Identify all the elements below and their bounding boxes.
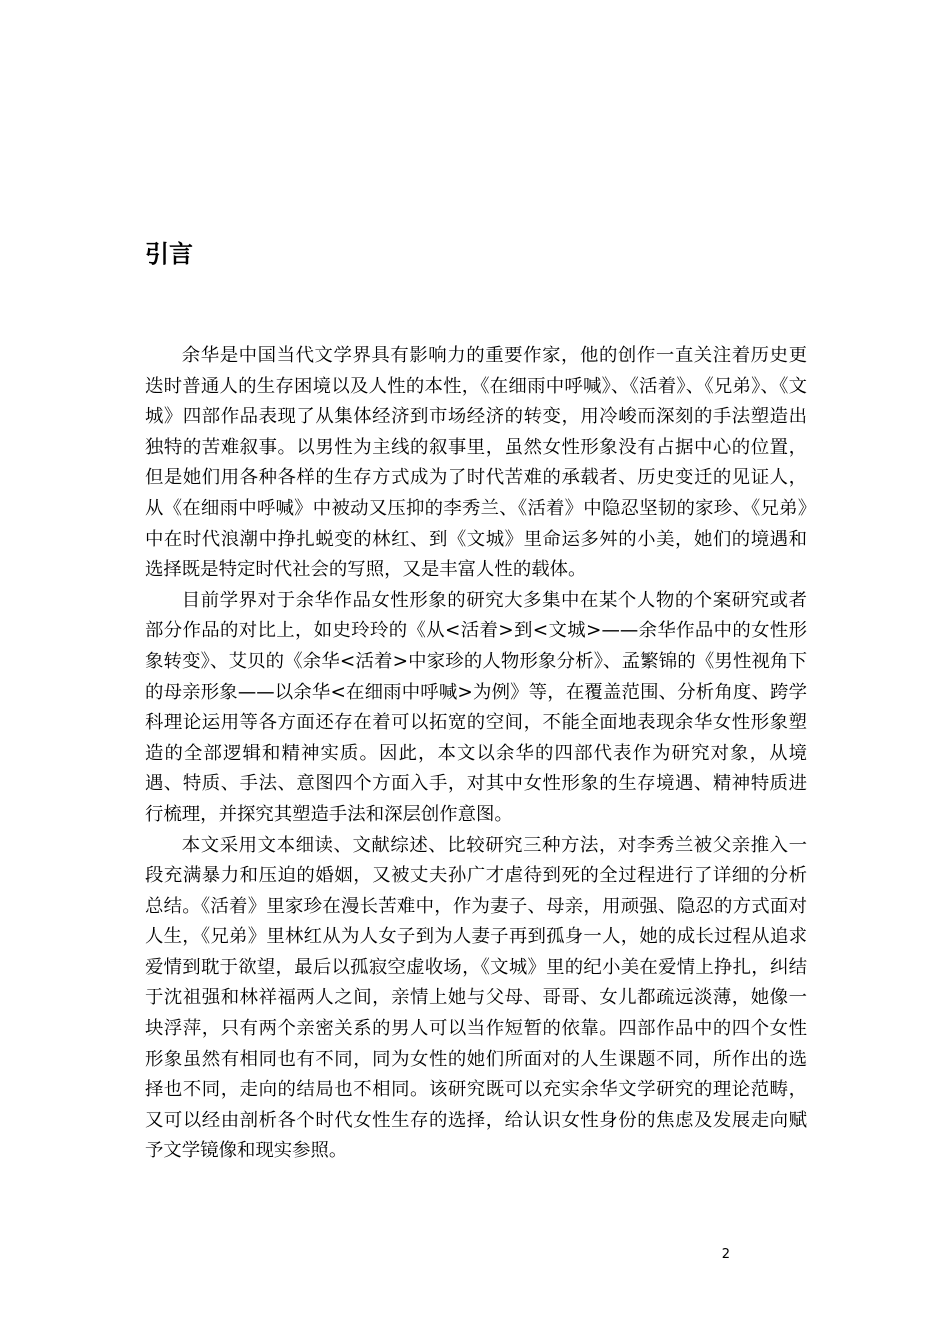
- body-text: [145, 341, 807, 1167]
- paragraph: 余华是中国当代文学界具有影响力的重要作家，他的创作一直关注着历史更迭时普通人的生存困境以及人性的本性，《在细雨中呼喊》、《活着》、《兄弟》、《文城》四部作品表现了从集体经济到市场经济的转变，用冷峻而深刻的手法塑造出独特的苦难叙事。以男性为主线的叙事里，虽然女性形象没有占据中心的位置，但是她们用各种各样的生存方式成为了时代苦难的承载者、历史变迁的见证人，从《在细雨中呼喊》中被动又压抑的李秀兰、《活着》中隐忍坚韧的家珍、《兄弟》中在时代浪潮中挣扎蜕变的林红、到《文城》里命运多舛的小美，她们的境遇和选择既是特定时代社会的写照，又是丰富人性的载体。: [145, 345, 807, 581]
- section-heading: 引言: [145, 240, 193, 268]
- page-number: 2: [721, 1247, 730, 1262]
- paragraph: 目前学界对于余华作品女性形象的研究大多集中在某个人物的个案研究或者部分作品的对比上，如史玲玲的《从<活着>到<文城>——余华作品中的女性形象转变》、艾贝的《余华<活着>中家珍的人物形象分析》、孟繁锦的《男性视角下的母亲形象——以余华<在细雨中呼喊>为例》等，在覆盖范围、分析角度、跨学科理论运用等各方面还存在着可以拓宽的空间，不能全面地表现余华女性形象塑造的全部逻辑和精神实质。因此，本文以余华的四部代表作为研究对象，从境遇、特质、手法、意图四个方面入手，对其中女性形象的生存境遇、精神特质进行梳理，并探究其塑造手法和深层创作意图。: [145, 589, 807, 825]
- paragraph: 本文采用文本细读、文献综述、比较研究三种方法，对李秀兰被父亲推入一段充满暴力和压迫的婚姻，又被丈夫孙广才虐待到死的全过程进行了详细的分析总结。《活着》里家珍在漫长苦难中，作为妻子、母亲，用顽强、隐忍的方式面对人生，《兄弟》里林红从为人女子到为人妻子再到孤身一人，她的成长过程从追求爱情到耽于欲望，最后以孤寂空虚收场，《文城》里的纪小美在爱情上挣扎，纠结于沈祖强和林祥福两人之间，亲情上她与父母、哥哥、女儿都疏远淡薄，她像一块浮萍，只有两个亲密关系的男人可以当作短暂的依靠。四部作品中的四个女性形象虽然有相同也有不同，同为女性的她们所面对的人生课题不同，所作出的选择也不同，走向的结局也不相同。该研究既可以充实余华文学研究的理论范畴，又可以经由剖析各个时代女性生存的选择，给认识女性身份的焦虑及发展走向赋予文学镜像和现实参照。: [145, 834, 807, 1162]
